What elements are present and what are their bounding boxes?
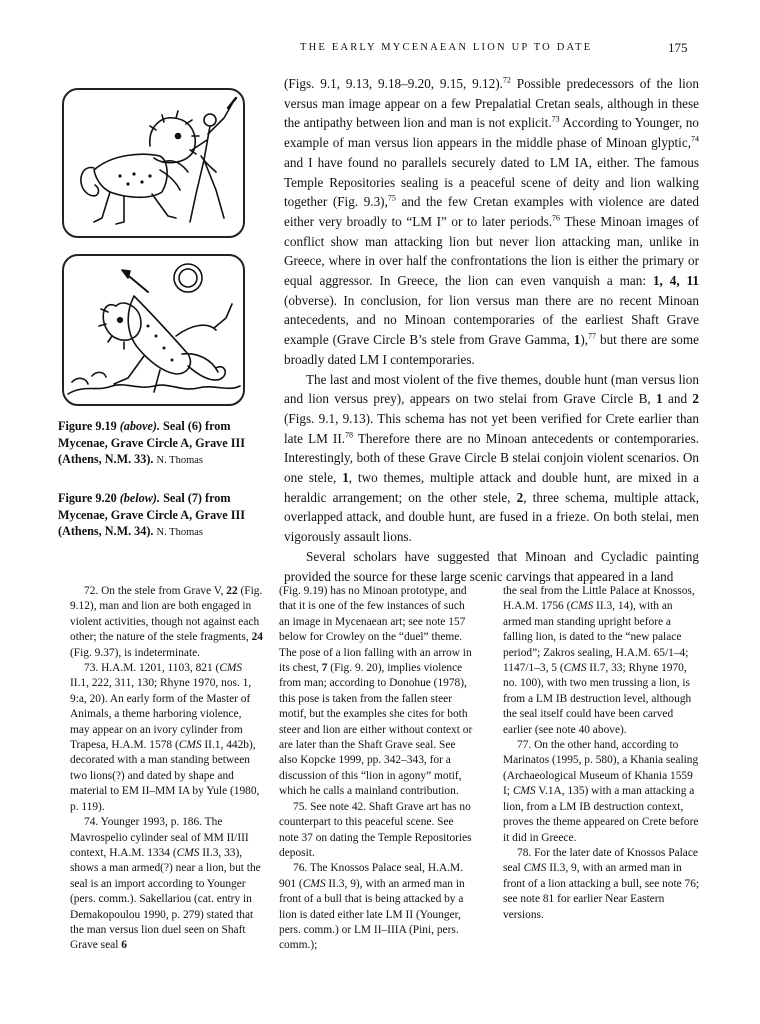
caption-credit: N. Thomas [156,527,203,539]
footnote-ref-78: 78 [345,430,354,440]
body-paragraph-1: (Figs. 9.1, 9.13, 9.18–9.20, 9.15, 9.12).$^{72}$ Possible predecessors of the lion versus man image appear on a few Prepalatial Cretan seals, although in these the antipathy between lion and man is not explicit.$^{73}$ According to Younger, no example of man versus lion appears in the middle phase of Minoan glyptic,$^{74}$ and I have found no parallels securely dated to LM IA, either. The famous Temple Repositories sealing is a peaceful scene of deity and lion walking together (Fig. 9.3),$^{75}$ and the few Cretan examples with violence are dated either very broadly to “LM I” or to later periods.$^{76}$ These Minoan images of conflict show man attacking lion but never lion attacking man, unlike in Greece, where in over half the confrontations the lion is either the primary or equal aggressor. In Greece, the lion can even vanquish a man: 1, 4, 11 (obverse). In conclusion, for lion versus man there are no recent Minoan antecedents, and no Minoan contemporaries of the earliest Shaft Grave example (Grave Circle B’s stele from Grave Gamma, 1),$^{77}$ but there are some broadly dated LM I contemporaries. [284,75,699,367]
footnote-ref-73: 73 [551,115,560,125]
footnote-ref-76: 76 [552,213,560,223]
footnote-ref-75: 75 [387,193,396,203]
caption-position: (above). [119,419,160,433]
caption-credit: N. Thomas [156,455,203,467]
notes-column-2 [279,584,475,954]
footnote-ref-74: 74 [691,134,699,144]
caption-position: (below). [119,491,161,505]
caption-label: Figure 9.20 [58,491,117,505]
note-73: 73. H.A.M. 1201, 1103, 821 (CMS II.1, 222, 311, 130; Rhyne 1970, nos. 1, 9:a, 20). An early form of the Master of Animals, a theme harboring violence, may appear on an ivory cylinder from Trapesa, H.A.M. 1578 (CMS II.1, 442b), decorated with a man standing between two lions(?) and dated by shape and material to EM II–MM IA by Yule (1980, p. 119). [70,662,260,813]
note-77: 77. On the other hand, according to Marinatos (1995, p. 580), a Khania sealing (Archaeological Museum of Khania 1559 I; CMS V.1A, 135) with a man attacking a lion, from a LM IB destruction context, proves the theme appeared on Crete before it did in Greece. [503,739,699,844]
figure-9-19-illustration [62,88,245,238]
note-74: 74. Younger 1993, p. 186. The Mavrospelio cylinder seal of MM II/III context, H.A.M. 1334 (CMS II.3, 33), shows a man armed(?) near a lion, but the seal is an import according to Younger (pers. comm.). Sakellariou (cat. entry in Demakopoulou 1990, p. 279) stated that the man versus lion duel seen on Shaft Grave seal 6 [70,816,261,952]
page-number: 175 [668,40,688,55]
note-75: 75. See note 42. Shaft Grave art has no counterpart to this peaceful scene. See note 37 on dating the Temple Repositories deposit. [279,800,472,859]
figure-9-20-illustration [62,254,245,406]
seal-falling-lion-drawing [64,256,243,404]
note-76: 76. The Knossos Palace seal, H.A.M. 901 (CMS II.3, 9), with an armed man in front of a bull that is being attacked by a lion is dated either late LM II (Younger, pers. comm.) or LM II–IIIA (Pini, pers. comm.); [279,862,465,952]
note-74-continued: (Fig. 9.19) has no Minoan prototype, and that it is one of the few instances of such an image in Mycenaean art; see note 157 below for Crowley on the “duel” theme. The pose of a lion falling with an arrow in its chest, 7 (Fig. 9. 20), implies violence from man; according to Donohue (1978), this pose is taken from the fallen steer motif, but the examples she cites for both steer and lion are either without context or are later than the Shaft Grave seal. See also Kopcke 1999, pp. 342–343, for a discussion of this “lion in agony” motif, which he calls a mainland contribution. [279,585,473,798]
figure-9-19-caption [58,418,258,470]
note-76-continued: the seal from the Little Palace at Knossos, H.A.M. 1756 (CMS II.3, 14), with an armed man standing upright before a falling lion, is dated to the “new palace period”; Zakros sealing, H.A.M. 65/1–4; 1147/1–3, 5 (CMS II.7, 33; Rhyne 1970, no. 100), with two men trussing a lion, is from a LM IB destruction level, although the seal itself could have been carved earlier (see note 40 above). [503,585,695,736]
figure-9-20-caption [58,490,258,542]
note-78: 78. For the later date of Knossos Palace seal CMS II.3, 9, with an armed man in front of a lion attacking a bull, see note 76; see note 81 for earlier Near Eastern versions. [503,846,700,921]
caption-text: Seal (7) from Mycenae, Grave Circle A, Grave III (Athens, N.M. 34). [58,491,245,539]
body-paragraph-2: The last and most violent of the five themes, double hunt (man versus lion and lion versus prey), appears on two stelai from Grave Circle B, 1 and 2 (Figs. 9.1, 9.13). This schema has not yet been verified for Crete earlier than late LM II.$^{78}$ Therefore there are no Minoan antecedents or contemporaries. Interestingly, both of these Grave Circle B stelai conjoin violent scenarios. On one stele, 1, two themes, multiple attack and double hunt, are mixed in a heraldic arrangement; on the other stele, 2, three schema, multiple attack, overlapped attack, and double hunt, are fused in a frieze. On both stelai, men vigorously assault lions. [284,371,700,545]
body-paragraph-3: Several scholars have suggested that Minoan and Cycladic painting provided the source for these large scenic carvings that appeared in a land [284,548,699,584]
notes-column-1 [70,584,263,954]
main-body-text [284,74,699,586]
running-head: THE EARLY MYCENAEAN LION UP TO DATE [300,42,593,53]
caption-text: Seal (6) from Mycenae, Grave Circle A, Grave III (Athens, N.M. 33). [58,419,245,467]
caption-label: Figure 9.19 [58,419,117,433]
notes-column-3 [503,584,701,923]
note-72: 72. On the stele from Grave V, 22 (Fig. 9.12), man and lion are both engaged in violent activities, though not against each other; the nature of the stele fragments, 24 (Fig. 9.37), is indeterminate. [70,585,263,659]
footnote-ref-77: 77 [588,331,597,341]
footnote-ref-72: 72 [502,75,511,85]
seal-lion-man-duel-drawing [64,90,243,236]
